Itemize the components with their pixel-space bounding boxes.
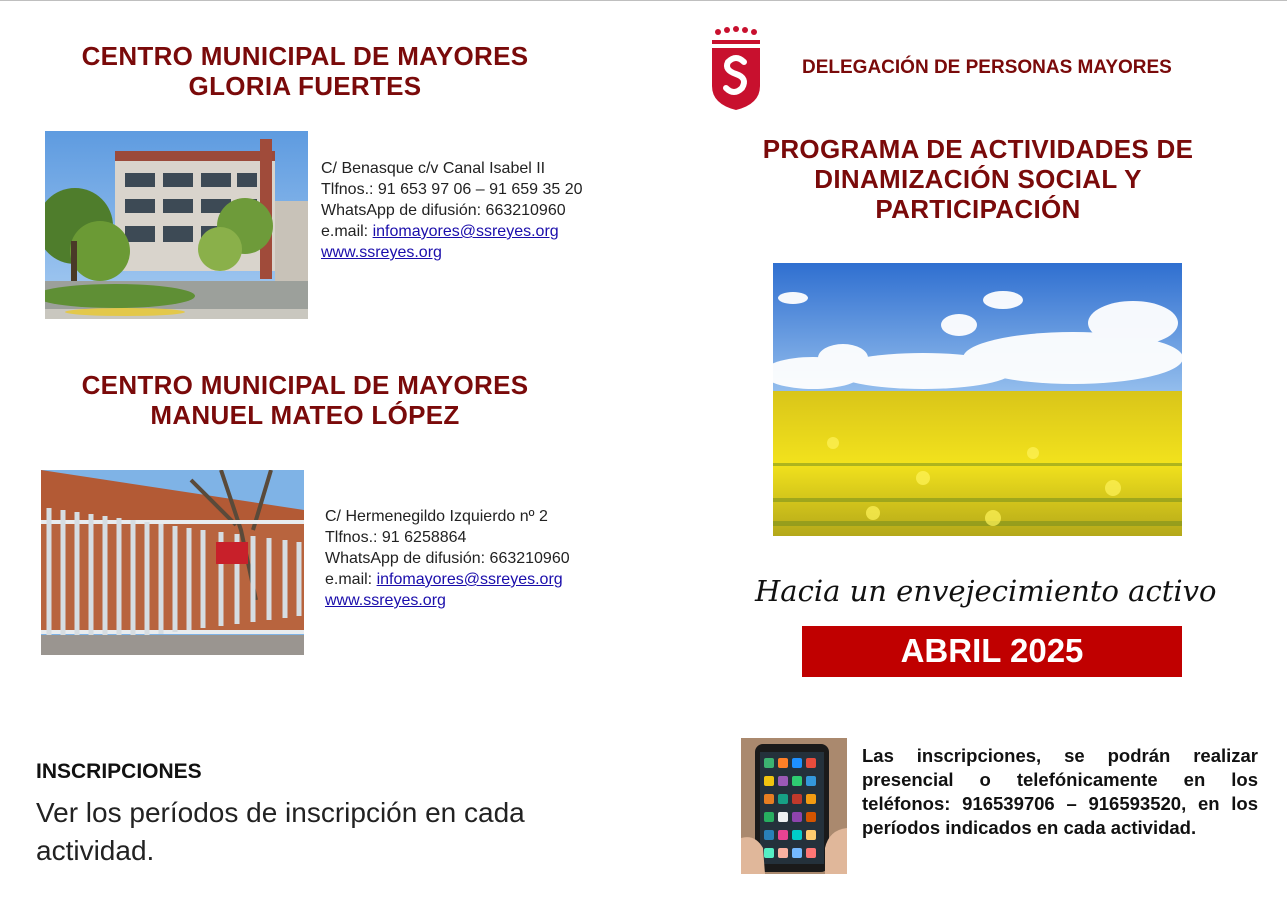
center1-address: C/ Benasque c/v Canal Isabel II — [321, 160, 546, 177]
center2-email-link[interactable]: infomayores@ssreyes.org — [376, 571, 563, 588]
center1-email-row — [321, 221, 583, 242]
program-title-line1: PROGRAMA DE ACTIVIDADES DE — [762, 134, 1194, 164]
smartphone-photo — [741, 738, 847, 874]
rapeseed-field-photo — [773, 263, 1182, 536]
center2-contact — [325, 506, 570, 611]
center2-web-row — [325, 590, 570, 611]
center2-title — [40, 370, 570, 430]
center1-building-photo — [45, 131, 308, 319]
program-title — [728, 134, 1228, 224]
month-banner: ABRIL 2025 — [802, 626, 1182, 677]
center2-web-link[interactable]: www.ssreyes.org — [325, 592, 446, 609]
center1-title — [40, 41, 570, 101]
page-top-border — [0, 0, 1287, 1]
center1-phones: Tlfnos.: 91 653 97 06 – 91 659 35 20 — [321, 181, 583, 198]
center1-title-line1: CENTRO MUNICIPAL DE MAYORES — [81, 41, 529, 71]
center2-title-line2: MANUEL MATEO LÓPEZ — [150, 400, 460, 430]
center1-email-label: e.mail: — [321, 223, 373, 240]
slogan: Hacia un envejecimiento activo — [755, 574, 1217, 608]
center1-web-row — [321, 242, 583, 263]
center2-email-label: e.mail: — [325, 571, 377, 588]
municipal-shield-logo — [708, 26, 764, 112]
center2-title-line1: CENTRO MUNICIPAL DE MAYORES — [81, 370, 529, 400]
center1-whatsapp: WhatsApp de difusión: 663210960 — [321, 202, 566, 219]
program-title-line2: DINAMIZACIÓN SOCIAL Y — [814, 164, 1142, 194]
center1-web-link[interactable]: www.ssreyes.org — [321, 244, 442, 261]
center2-building-photo — [41, 470, 304, 655]
center2-whatsapp: WhatsApp de difusión: 663210960 — [325, 550, 570, 567]
center2-email-row — [325, 569, 570, 590]
center2-address: C/ Hermenegildo Izquierdo nº 2 — [325, 508, 548, 525]
center1-title-line2: GLORIA FUERTES — [188, 71, 422, 101]
inscripciones-heading: INSCRIPCIONES — [36, 760, 202, 783]
center2-phones: Tlfnos.: 91 6258864 — [325, 529, 467, 546]
delegation-name: DELEGACIÓN DE PERSONAS MAYORES — [802, 57, 1172, 78]
inscripciones-text: Ver los períodos de inscripción en cada actividad. — [36, 797, 525, 866]
program-title-line3: PARTICIPACIÓN — [875, 194, 1081, 224]
registration-note: Las inscripciones, se podrán realizar presencial o telefónicamente en los teléfonos: 916539706 – 916593520, en los períodos indicados en cada actividad. — [862, 745, 1258, 838]
center1-email-link[interactable]: infomayores@ssreyes.org — [372, 223, 559, 240]
center1-contact — [321, 158, 583, 263]
